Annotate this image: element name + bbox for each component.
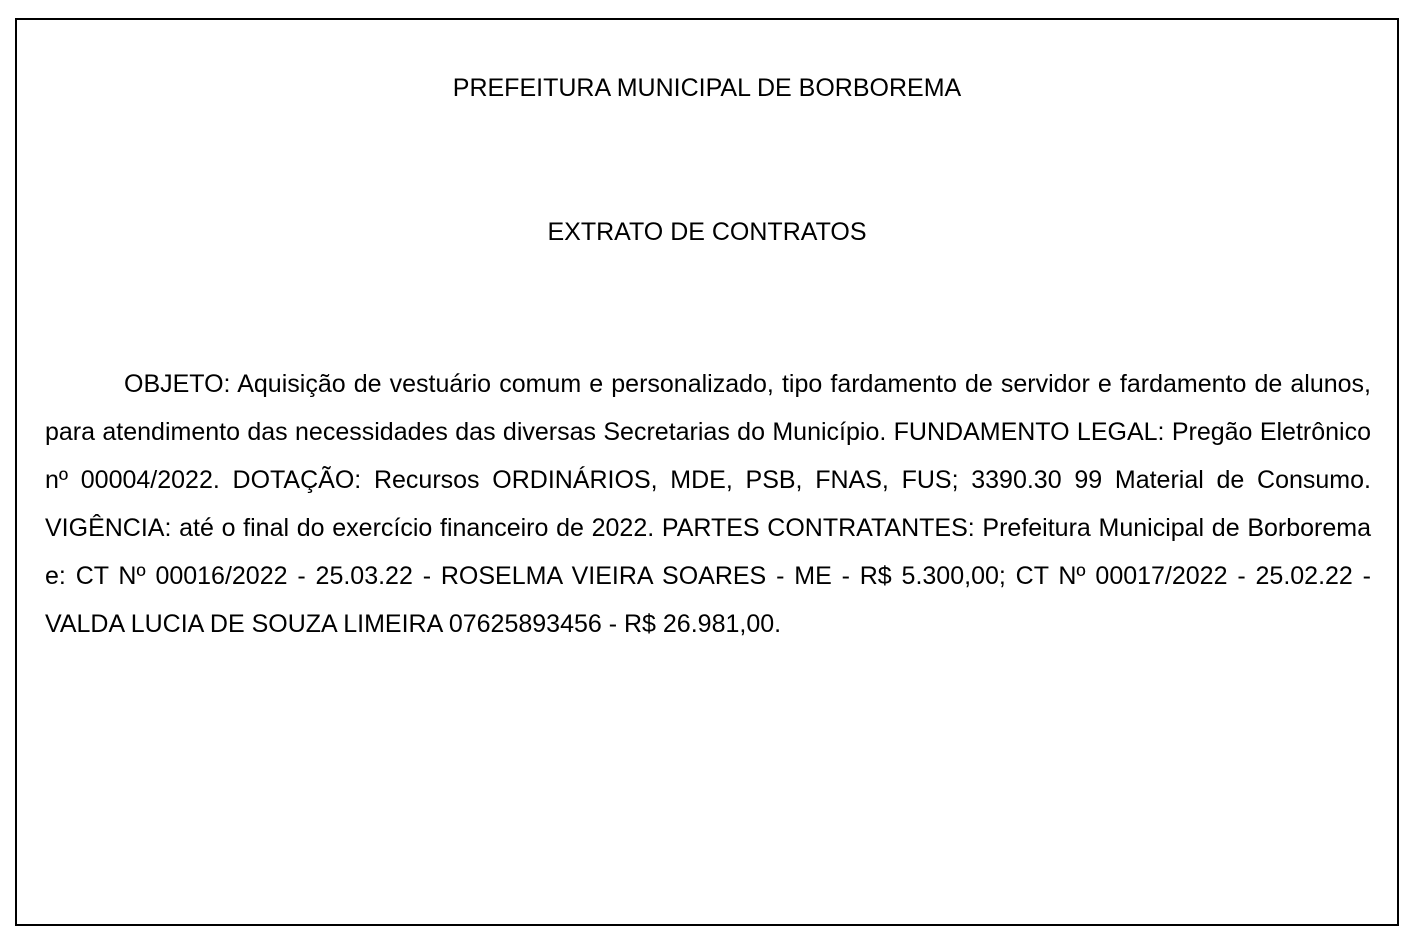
document-title: EXTRATO DE CONTRATOS: [547, 218, 867, 246]
document-frame: [15, 18, 1399, 926]
issuer-heading: PREFEITURA MUNICIPAL DE BORBOREMA: [452, 74, 962, 102]
contract-extract-paragraph: OBJETO: Aquisição de vestuário comum e personalizado, tipo fardamento de servidor e fardamento de alunos, para atendimento das necessidades das diversas Secretarias do Município. FUNDAMENTO LEGAL: Pregão Eletrônico nº 00004/2022. DOTAÇÃO: Recursos ORDINÁRIOS, MDE, PSB, FNAS, FUS; 3390.30 99 Material de Consumo. VIGÊNCIA: até o final do exercício financeiro de 2022. PARTES CONTRATANTES: Prefeitura Municipal de Borborema e: CT Nº 00016/2022 - 25.03.22 - ROSELMA VIEIRA SOARES - ME - R$ 5.300,00; CT Nº 00017/2022 - 25.02.22 - VALDA LUCIA DE SOUZA LIMEIRA 07625893456 - R$ 26.981,00.: [45, 370, 1371, 638]
